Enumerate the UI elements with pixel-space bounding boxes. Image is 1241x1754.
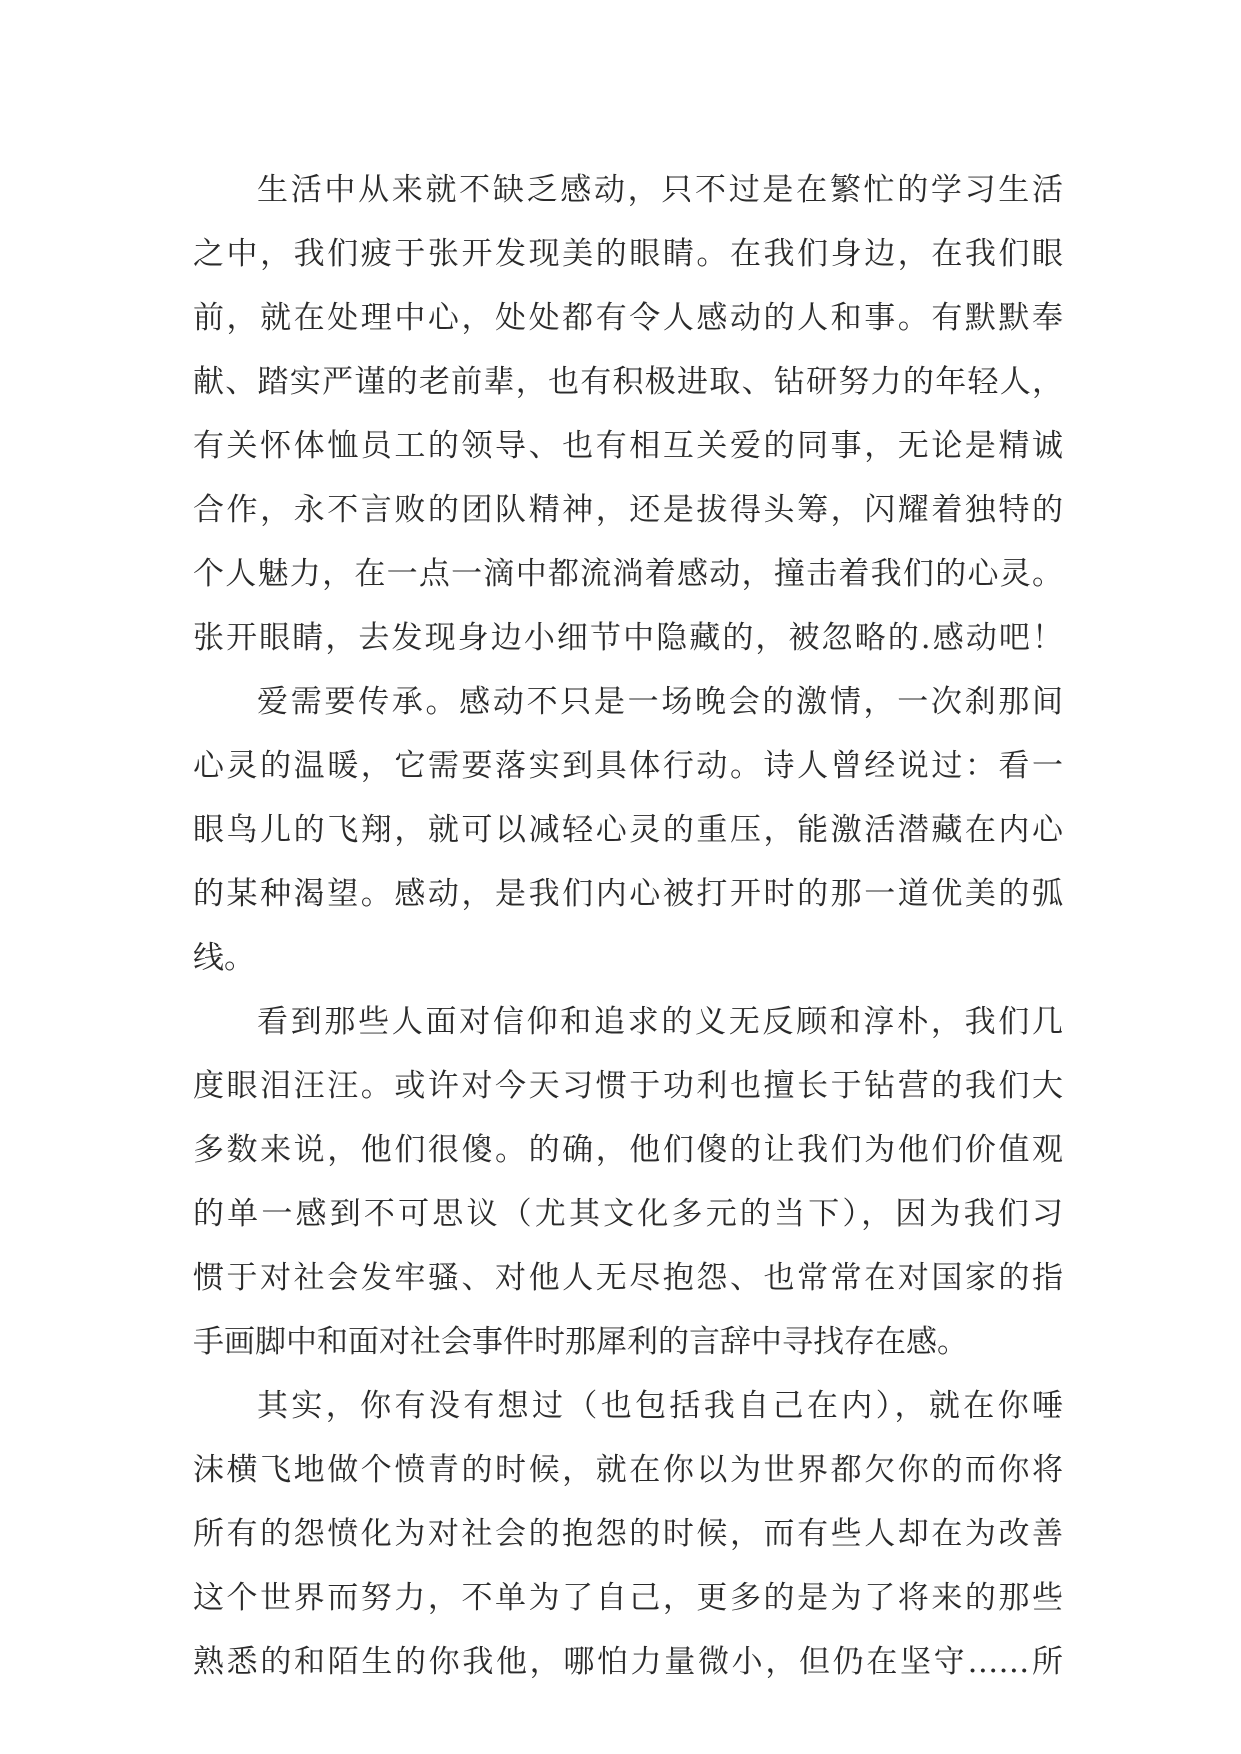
text-line: 之中，我们疲于张开发现美的眼睛。在我们身边，在我们眼 <box>193 236 1063 272</box>
text-line: 有关怀体恤员工的领导、也有相互关爱的同事，无论是精诚 <box>193 428 1063 464</box>
text-line: 看到那些人面对信仰和追求的义无反顾和淳朴，我们几 <box>257 1004 1063 1040</box>
paragraph <box>193 158 1063 670</box>
text-line: 眼鸟儿的飞翔，就可以减轻心灵的重压，能激活潜藏在内心 <box>193 812 1063 848</box>
paragraph <box>193 1374 1063 1694</box>
text-line: 这个世界而努力，不单为了自己，更多的是为了将来的那些 <box>193 1580 1063 1616</box>
text-line: 沫横飞地做个愤青的时候，就在你以为世界都欠你的而你将 <box>193 1452 1063 1488</box>
text-line: 前，就在处理中心，处处都有令人感动的人和事。有默默奉 <box>193 300 1063 336</box>
text-line: 的单一感到不可思议（尤其文化多元的当下），因为我们习 <box>193 1196 1063 1232</box>
text-line: 生活中从来就不缺乏感动，只不过是在繁忙的学习生活 <box>257 172 1063 208</box>
text-line: 的某种渴望。感动，是我们内心被打开时的那一道优美的弧 <box>193 876 1063 912</box>
body-text <box>193 158 1063 1694</box>
text-line: 其实，你有没有想过（也包括我自己在内），就在你唾 <box>257 1388 1063 1424</box>
text-line: 个人魅力，在一点一滴中都流淌着感动，撞击着我们的心灵。 <box>193 556 1063 592</box>
text-line: 合作，永不言败的团队精神，还是拔得头筹，闪耀着独特的 <box>193 492 1063 528</box>
text-line: 献、踏实严谨的老前辈，也有积极进取、钻研努力的年轻人， <box>193 364 1063 400</box>
text-line: 心灵的温暖，它需要落实到具体行动。诗人曾经说过：看一 <box>193 748 1063 784</box>
text-line: 多数来说，他们很傻。的确，他们傻的让我们为他们价值观 <box>193 1132 1063 1168</box>
paragraph <box>193 670 1063 990</box>
text-line: 爱需要传承。感动不只是一场晚会的激情，一次刹那间 <box>257 684 1063 720</box>
text-line: 熟悉的和陌生的你我他，哪怕力量微小，但仍在坚守……所 <box>193 1644 1063 1680</box>
text-line: 线。 <box>193 940 255 976</box>
text-line: 惯于对社会发牢骚、对他人无尽抱怨、也常常在对国家的指 <box>193 1260 1063 1296</box>
text-line: 度眼泪汪汪。或许对今天习惯于功利也擅长于钻营的我们大 <box>193 1068 1063 1104</box>
paragraph <box>193 990 1063 1374</box>
text-line: 手画脚中和面对社会事件时那犀利的言辞中寻找存在感。 <box>193 1324 968 1360</box>
text-line: 张开眼睛，去发现身边小细节中隐藏的，被忽略的.感动吧！ <box>193 620 1063 656</box>
text-line: 所有的怨愤化为对社会的抱怨的时候，而有些人却在为改善 <box>193 1516 1063 1552</box>
